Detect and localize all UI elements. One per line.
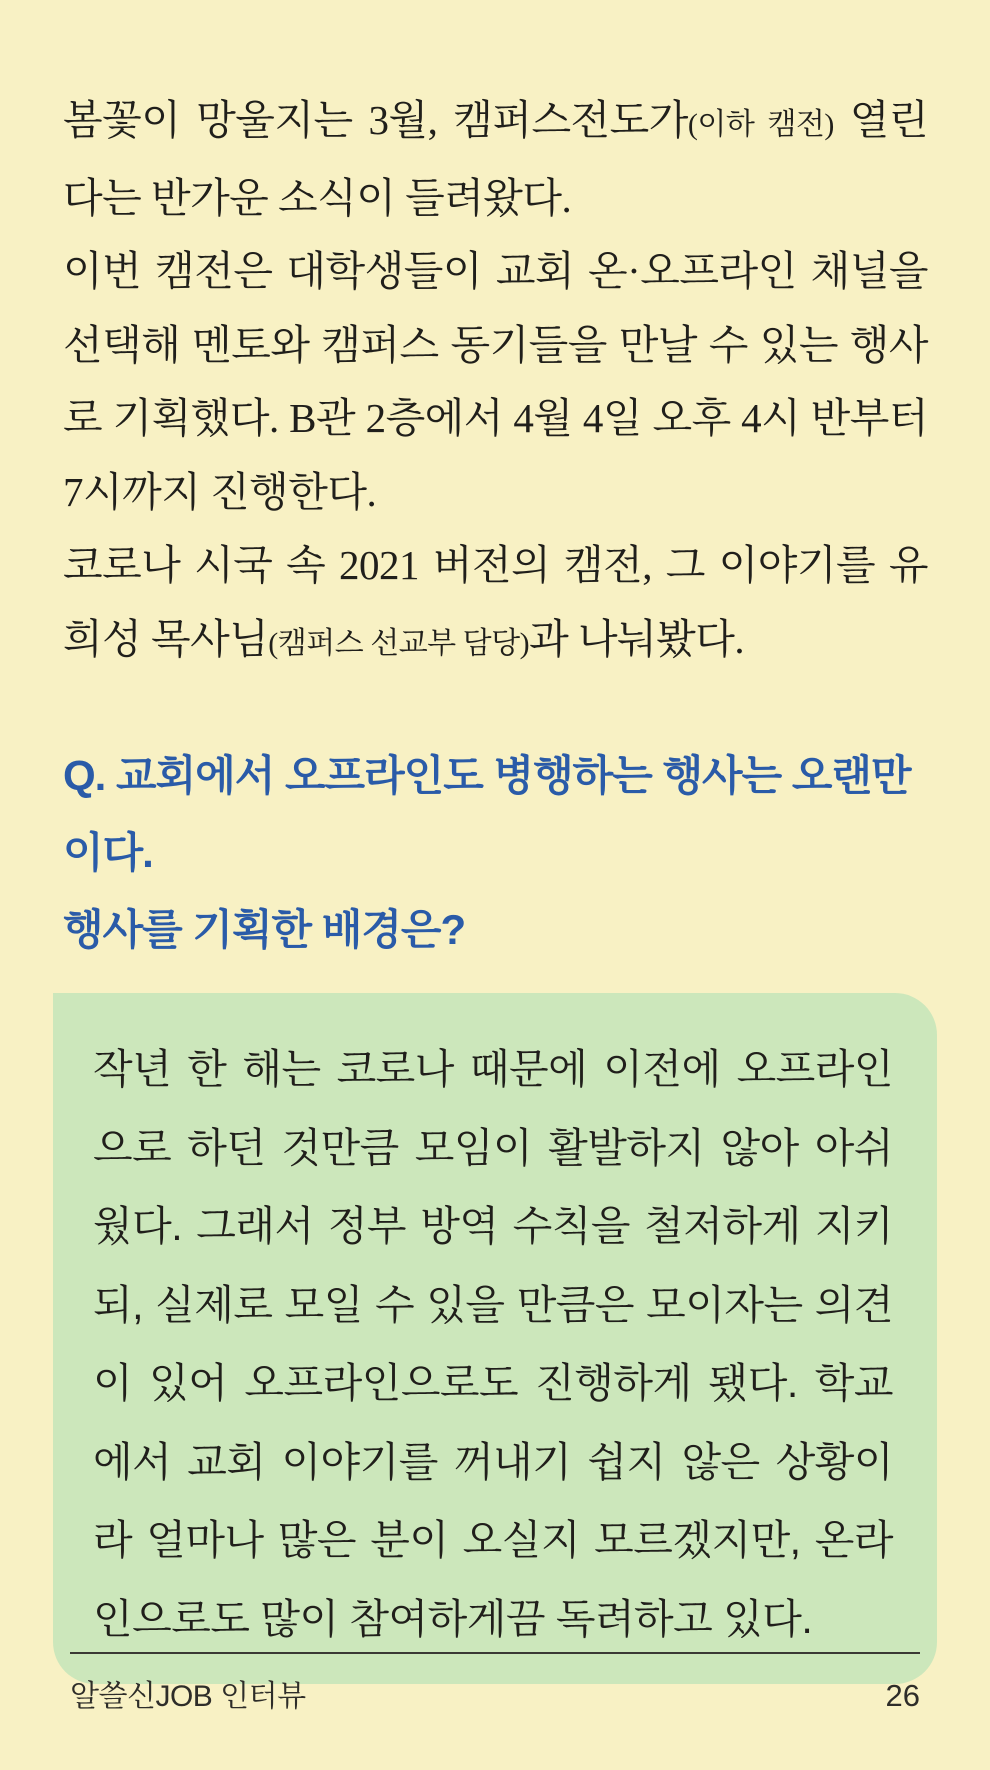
answer-text: 작년 한 해는 코로나 때문에 이전에 오프라인으로 하던 것만큼 모임이 활발하지 않아 아쉬웠다. 그래서 정부 방역 수칙을 철저하게 지키되, 실제로 모일 수 있을 만큼은 모이자는 의견이 있어 오프라인으로도 진행하게 됐다. 학교에서 교회 이야기를 꺼내기 쉽지 않은 상황이라 얼마나 많은 분이 오실지 모르겠지만, 온라인으로도 많이 참여하게끔 독려하고 있다. (93, 1046, 893, 1642)
intro-text-segment: 열린다는 반가운 소식이 들려왔다. (63, 97, 928, 221)
intro-parenthetical: (캠퍼스 선교부 담당) (268, 626, 530, 660)
intro-text-segment: 봄꽃이 망울지는 3월, 캠퍼스전도가 (63, 97, 688, 143)
intro-text-segment: 이번 캠전은 대학생들이 교회 온·오프라인 채널을 선택해 멘토와 캠퍼스 동기들을 만날 수 있는 행사로 기획했다. B관 2층에서 4월 4일 오후 4시 반부터 7시까지 진행한다. (63, 248, 928, 515)
footer-row (70, 1671, 920, 1715)
intro-paragraph (63, 84, 928, 235)
footer-divider (70, 1652, 920, 1654)
answer-box (53, 993, 937, 1684)
intro-text (63, 0, 928, 680)
question-line-2: 행사를 기획한 배경은? (63, 906, 466, 953)
intro-text-segment: 과 나눠봤다. (529, 615, 745, 662)
intro-paragraph (63, 235, 928, 529)
question-line-1: Q. 교회에서 오프라인도 병행하는 행사는 오랜만이다. (63, 752, 911, 876)
footer (70, 1652, 920, 1715)
intro-parenthetical: (이하 캠전) (687, 108, 834, 141)
page-number: 26 (885, 1678, 920, 1713)
footer-section-label: 알쓸신JOB 인터뷰 (70, 1680, 306, 1713)
intro-text-segment: 코로나 시국 속 2021 버전의 캠전, 그 이야기를 유희성 목사님 (63, 542, 928, 662)
intro-paragraph (63, 529, 928, 680)
question-heading (63, 737, 928, 968)
